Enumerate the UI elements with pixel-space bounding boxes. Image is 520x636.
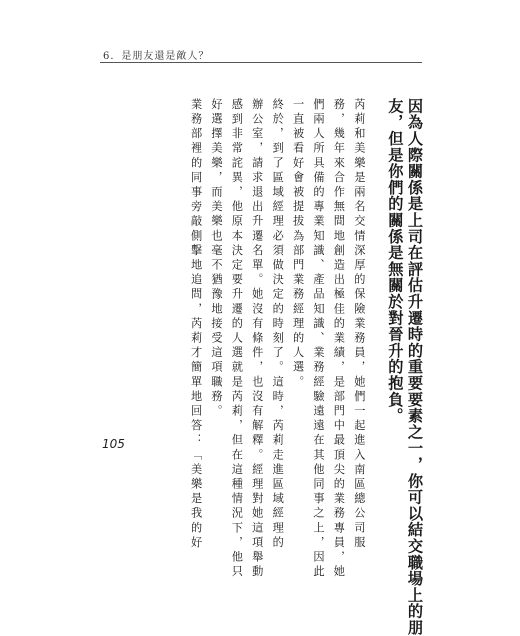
vertical-text-block	[185, 98, 424, 636]
body-line: 感到非常詫異，他原本決定要升遷的人選就是芮莉，但在這種情況下，他只	[230, 98, 244, 580]
running-header: 6．是朋友還是敵人？	[103, 51, 210, 62]
body-line: 終於，到了區域經理必須做決定的時刻了。這時，芮莉走進區域經理的	[271, 98, 285, 551]
emphasis-line: 因為人際關係是上司在評估升遷時的重要要素之一，你可以結交職場上的朋	[406, 98, 424, 636]
body-line: 辦公室，請求退出升遷名單。她沒有條件，也沒有解釋。經理對她這項舉動	[250, 98, 264, 580]
body-line: 一直被看好會被提拔為部門業務經理的人選。	[291, 98, 305, 390]
page-number: 105	[102, 437, 125, 451]
body-line: 好選擇美樂，而美樂也毫不猶豫地接受這項職務。	[209, 98, 223, 420]
body-line: 務，幾年來合作無間地創造出極佳的業績，是部門中最頂尖的業務專員，她	[332, 98, 346, 580]
body-line: 業務部裡的同事旁敲側擊地追問，芮莉才簡單地回答：「美樂是我的好	[189, 98, 203, 551]
header-rule	[100, 62, 422, 63]
body-line: 芮莉和美樂是兩名交情深厚的保險業務員，她們一起進入南區總公司服	[352, 98, 366, 551]
emphasis-line: 友，但是你們的關係是無關於對晉升的抱負。	[386, 98, 405, 424]
body-line: 們兩人所具備的專業知識、產品知識、業務經驗遠遠在其他同事之上，因此	[312, 98, 325, 580]
